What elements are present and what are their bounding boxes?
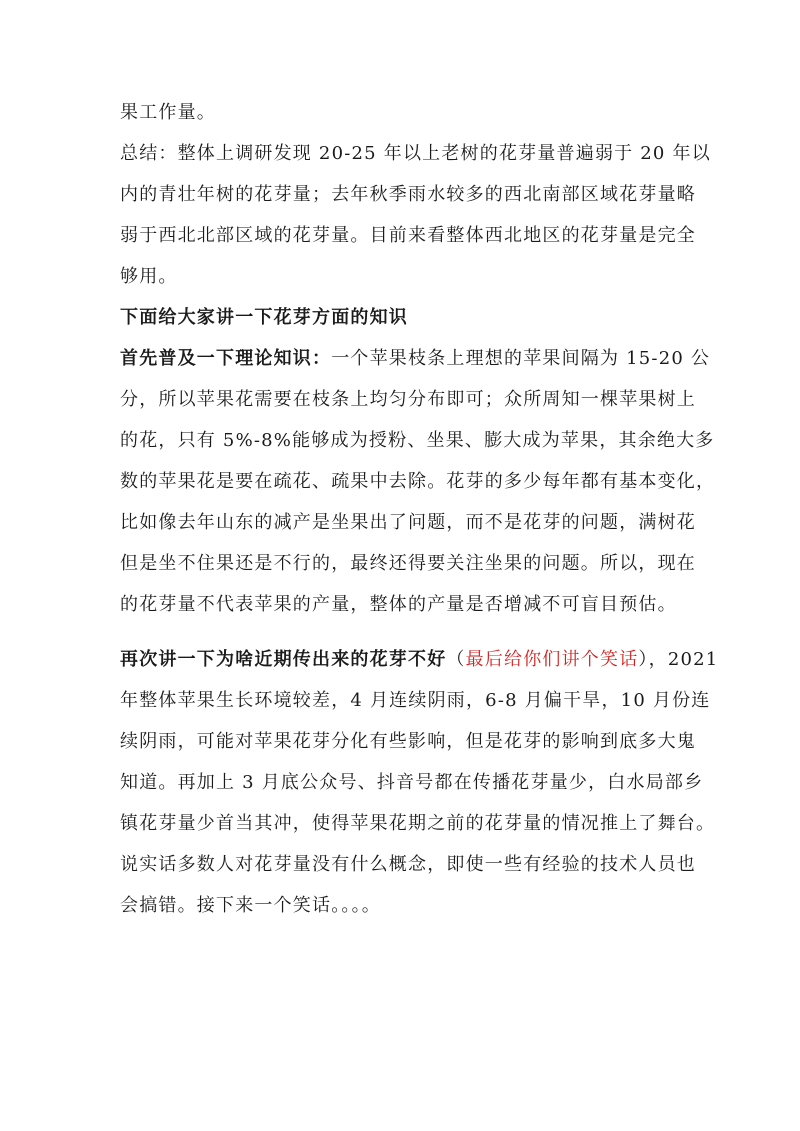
paragraph-gap — [120, 625, 700, 639]
theory-line-7: 的花芽量不代表苹果的产量，整体的产量是否增减不可盲目预估。 — [120, 594, 677, 615]
theory-line-4: 数的苹果花是要在疏花、疏果中去除。花芽的多少每年都有基本变化， — [120, 471, 716, 492]
theory-line-6: 但是坐不住果还是不行的，最终还得要关注坐果的问题。所以，现在 — [120, 553, 696, 574]
rumor-label: 再次讲一下为啥近期传出来的花芽不好 — [120, 649, 447, 670]
rumor-line-6: 说实话多数人对花芽量没有什么概念，即使一些有经验的技术人员也 — [120, 854, 696, 875]
theory-line-1 — [120, 338, 711, 379]
theory-label: 首先普及一下理论知识： — [120, 348, 332, 369]
rumor-after-red: ），2021 — [638, 649, 719, 670]
rumor-line-4: 知道。再加上 3 月底公众号、抖音号都在传播花芽量少，白水局部乡 — [120, 772, 704, 793]
rumor-red-note: 最后给你们讲个笑话 — [465, 649, 639, 670]
paragraph-intro-line: 果工作量。 — [120, 102, 216, 123]
rumor-line-1 — [120, 639, 719, 680]
theory-line-5: 比如像去年山东的减产是坐果出了问题，而不是花芽的问题，满树花 — [120, 512, 696, 533]
summary-line-4: 够用。 — [120, 266, 178, 287]
summary-line-1 — [120, 133, 711, 174]
summary-label: 总结： — [120, 143, 178, 164]
rumor-line-7: 会搞错。接下来一个笑话。。。。 — [120, 895, 381, 916]
theory-line-3: 的花，只有 5%-8%能够成为授粉、坐果、膨大成为苹果，其余绝大多 — [120, 430, 715, 451]
rumor-paragraph — [120, 639, 719, 926]
rumor-line-5: 镇花芽量少首当其冲，使得苹果花期之前的花芽量的情况推上了舞台。 — [120, 813, 716, 834]
summary-line-3: 弱于西北北部区域的花芽量。目前来看整体西北地区的花芽量是完全 — [120, 225, 696, 246]
theory-line-2: 分，所以苹果花需要在枝条上均匀分布即可；众所周知一棵苹果树上 — [120, 389, 696, 410]
document-page — [120, 92, 719, 926]
rumor-line-2: 年整体苹果生长环境较差，4 月连续阴雨，6-8 月偏干旱，10 月份连 — [120, 690, 711, 711]
rumor-line-3: 续阴雨，可能对苹果花芽分化有些影响，但是花芽的影响到底多大鬼 — [120, 731, 696, 752]
theory-text: 一个苹果枝条上理想的苹果间隔为 15-20 公 — [331, 348, 711, 369]
summary-text: 整体上调研发现 20-25 年以上老树的花芽量普遍弱于 20 年以 — [177, 143, 711, 164]
summary-line-2: 内的青壮年树的花芽量；去年秋季雨水较多的西北南部区域花芽量略 — [120, 184, 696, 205]
section-heading: 下面给大家讲一下花芽方面的知识 — [120, 307, 408, 328]
summary-paragraph — [120, 133, 711, 297]
theory-paragraph — [120, 338, 716, 625]
rumor-paren-open: （ — [446, 649, 466, 670]
